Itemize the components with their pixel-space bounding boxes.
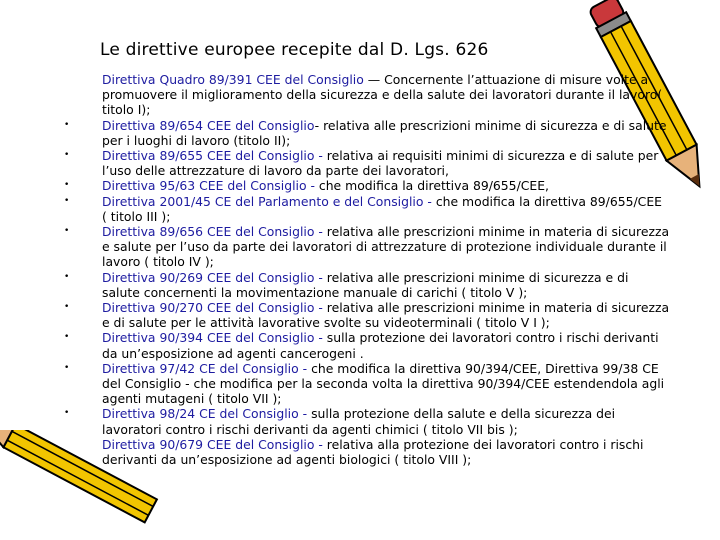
list-item bbox=[88, 72, 670, 118]
bullet: • bbox=[64, 180, 70, 191]
directive-source: Direttiva 2001/45 CE del Parlamento e del Consiglio - bbox=[102, 193, 432, 209]
directive-text: - relativa alle prescrizioni minime di sicurezza e di salute per i luoghi di lavoro (titolo II); bbox=[102, 117, 667, 148]
directive-text: relativa alle prescrizioni minime in materia di sicurezza e di salute per le attività lavorative svolte su videoterminali ( titolo V I ); bbox=[102, 300, 670, 331]
list-item bbox=[64, 224, 670, 270]
directive-source: Direttiva 97/42 CE del Consiglio - bbox=[102, 360, 308, 376]
bullet: • bbox=[64, 332, 70, 343]
bullet: • bbox=[64, 226, 70, 237]
list-item bbox=[64, 178, 670, 194]
list-item bbox=[64, 148, 670, 179]
directive-source: Direttiva Quadro 89/391 CEE del Consiglio bbox=[102, 72, 364, 87]
directive-text: che modifica la direttiva 89/655/CEE, bbox=[314, 178, 549, 194]
directive-source: Direttiva 90/269 CEE del Consiglio - bbox=[102, 269, 323, 285]
bullet: • bbox=[64, 195, 70, 206]
directive-text: sulla protezione dei lavoratori contro i rischi derivanti da un’esposizione ad agenti cancerogeni . bbox=[102, 330, 659, 361]
list-item bbox=[64, 406, 670, 437]
directive-text: relativa alla protezione dei lavoratori contro i rischi derivanti da un’esposizione ad agenti biologici ( titolo VIII ); bbox=[102, 436, 644, 468]
list-item bbox=[64, 360, 670, 407]
bullet: • bbox=[64, 119, 70, 130]
bullet: • bbox=[64, 408, 70, 419]
directive-text: relativa ai requisiti minimi di sicurezza e di salute per l’uso delle attrezzature di lavoro da parte dei lavoratori, bbox=[102, 148, 659, 179]
directive-text: — Concernente l’attuazione di misure volte a promuovere il miglioramento della sicurezza e della salute dei lavoratori durante il lavoro( titolo I); bbox=[102, 72, 663, 118]
directive-text: relativa alle prescrizioni minime in materia di sicurezza e salute per l’uso da parte dei lavoratori di attrezzature di protezione individuale durante il lavoro ( titolo IV ); bbox=[102, 224, 670, 270]
list-item bbox=[88, 437, 670, 467]
directive-text: relativa alle prescrizioni minime di sicurezza e di salute concernenti la movimentazione manuale di carichi ( titolo V ); bbox=[102, 269, 629, 300]
directive-source: Direttiva 89/656 CEE del Consiglio - bbox=[102, 224, 323, 240]
slide-title: Le direttive europee recepite dal D. Lgs. 626 bbox=[100, 40, 489, 60]
directive-source: Direttiva 90/394 CEE del Consiglio - bbox=[102, 330, 323, 346]
list-item bbox=[64, 330, 670, 361]
bullet: • bbox=[64, 150, 70, 161]
directive-source: Direttiva 98/24 CE del Consiglio - bbox=[102, 406, 308, 422]
directive-source: Direttiva 90/679 CEE del Consiglio - bbox=[102, 436, 323, 452]
list-item bbox=[64, 193, 670, 224]
bullet: • bbox=[64, 362, 70, 373]
bullet: • bbox=[64, 302, 70, 313]
directive-text: che modifica la direttiva 90/394/CEE, Direttiva 99/38 CE del Consiglio - che modifica per la seconda volta la direttiva 90/394/CEE estendendola agli agenti mutageni ( titolo VII ); bbox=[102, 360, 665, 407]
directive-source: Direttiva 90/270 CEE del Consiglio - bbox=[102, 300, 323, 316]
list-item bbox=[64, 269, 670, 300]
directive-source: Direttiva 95/63 CEE del Consiglio - bbox=[102, 178, 315, 194]
directive-list bbox=[64, 72, 670, 468]
list-item bbox=[64, 300, 670, 331]
directive-source: Direttiva 89/654 CEE del Consiglio bbox=[102, 117, 315, 133]
list-item bbox=[64, 117, 670, 148]
directive-source: Direttiva 89/655 CEE del Consiglio - bbox=[102, 148, 323, 164]
directive-text: sulla protezione della salute e della sicurezza dei lavoratori contro i rischi derivanti da agenti chimici ( titolo VII bis ); bbox=[102, 406, 616, 437]
bullet: • bbox=[64, 271, 70, 282]
directive-text: che modifica la direttiva 89/655/CEE ( titolo III ); bbox=[102, 193, 662, 224]
